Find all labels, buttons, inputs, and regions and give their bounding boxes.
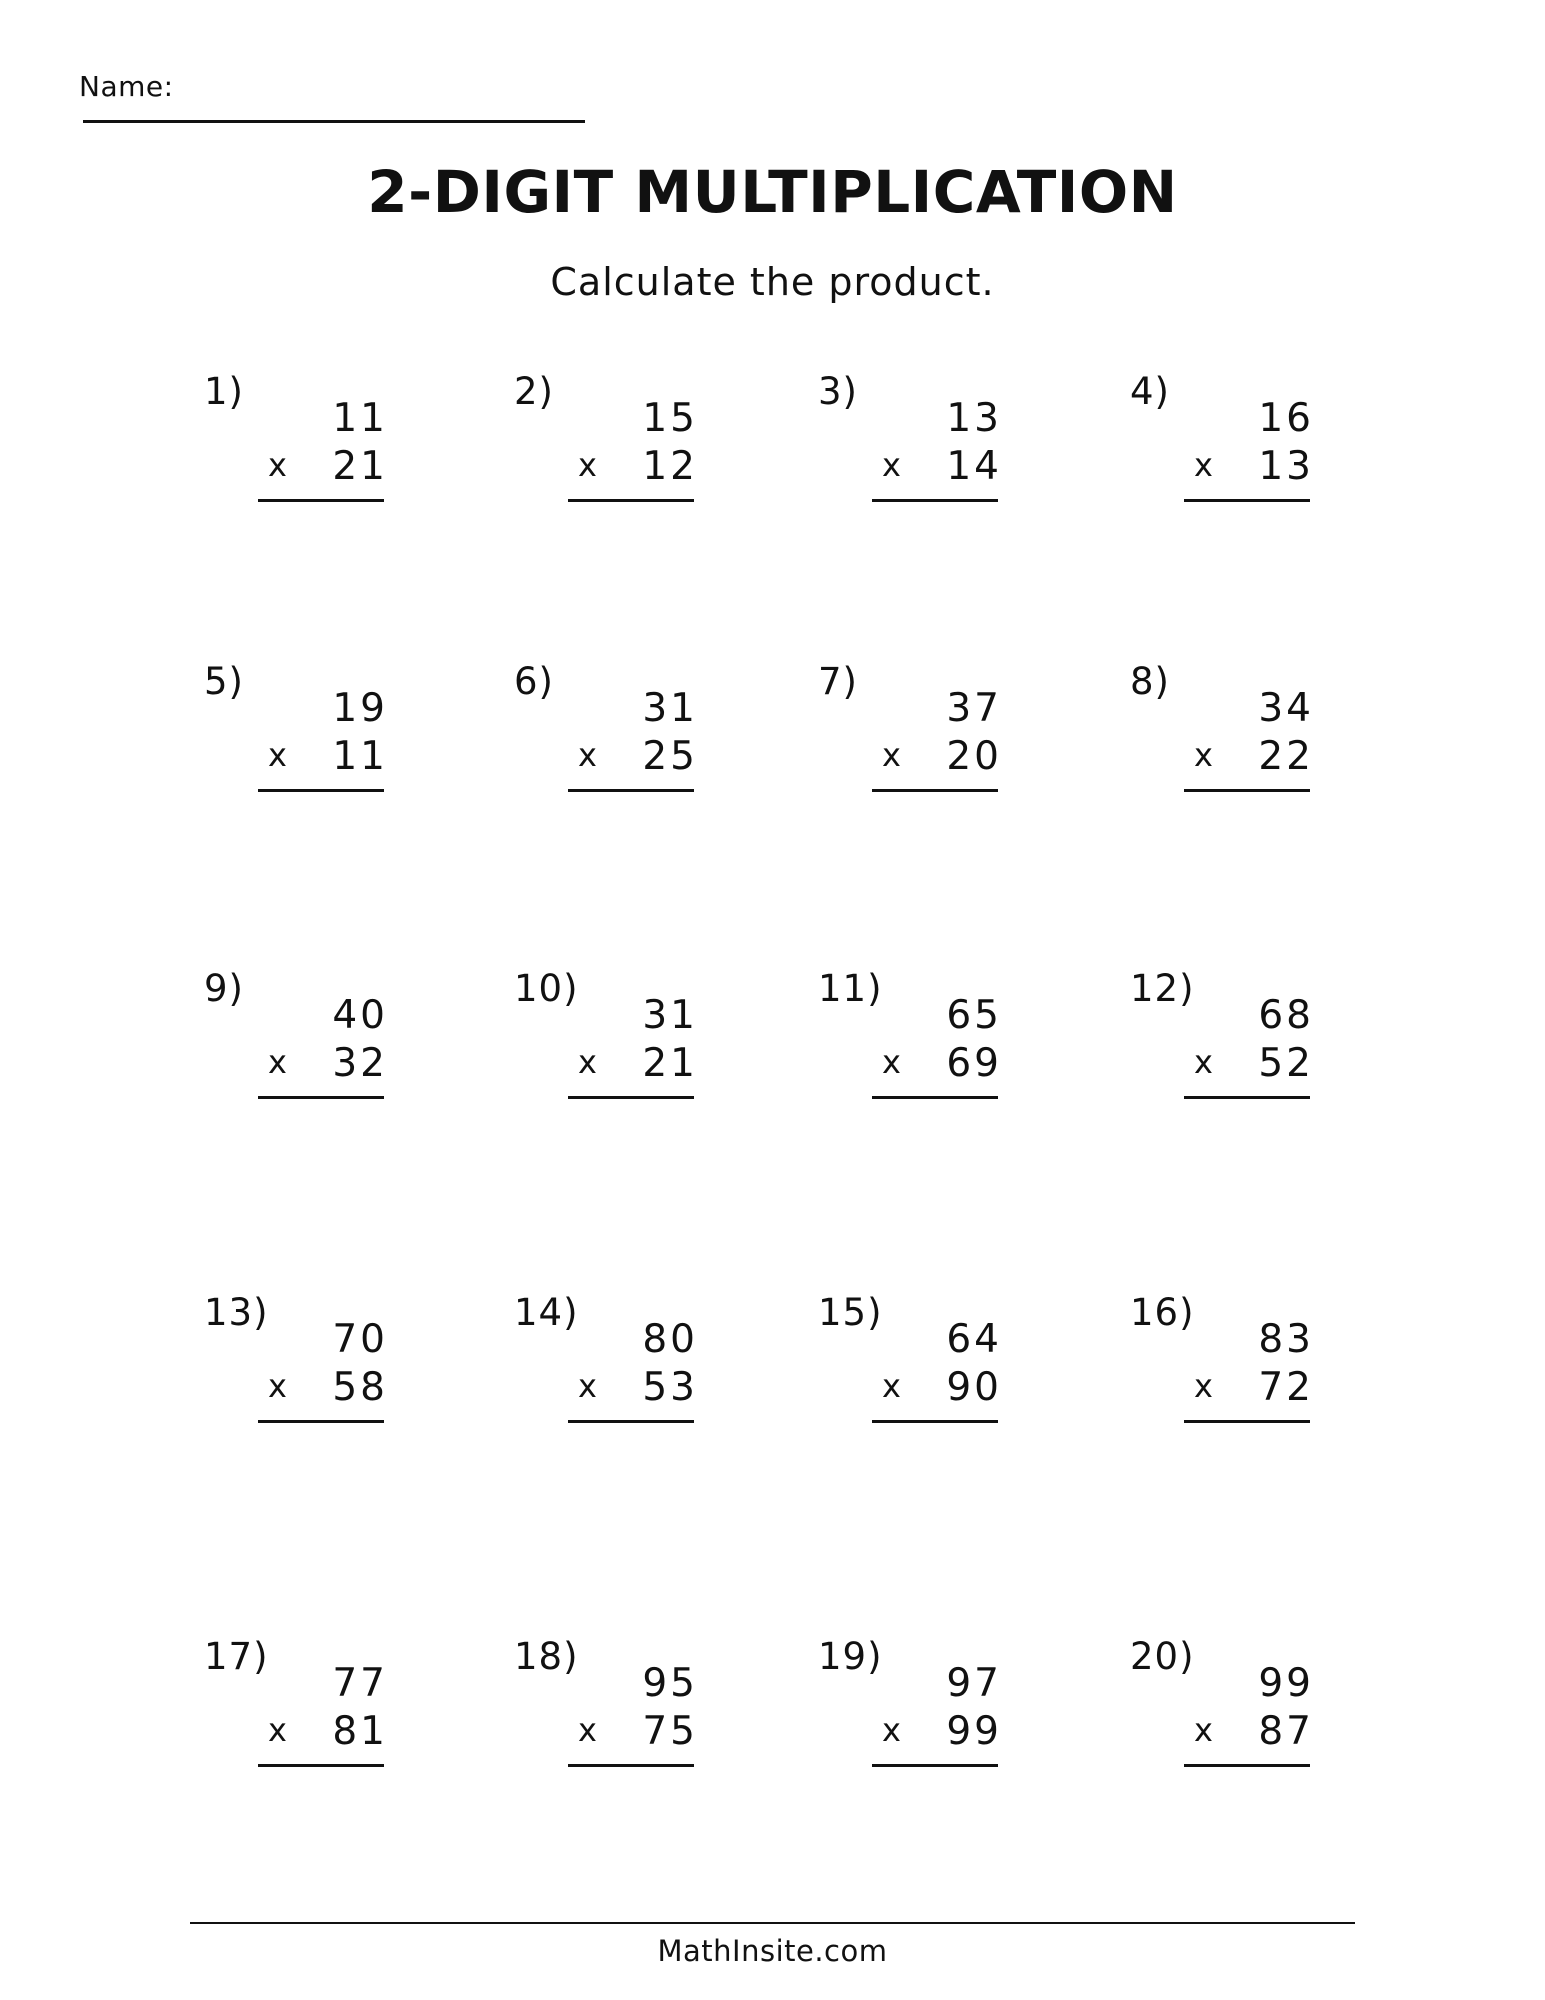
answer-line (258, 1096, 384, 1099)
problem-number: 13) (204, 1291, 269, 1334)
problem-3 (818, 370, 1018, 510)
problem-number: 9) (204, 967, 244, 1010)
multiply-sign: x (1194, 446, 1213, 484)
multiplicand: 15 (642, 396, 698, 441)
problem-5 (204, 660, 404, 800)
multiplier: 75 (642, 1709, 698, 1754)
multiply-sign: x (578, 1367, 597, 1405)
multiply-sign: x (578, 446, 597, 484)
multiply-sign: x (882, 446, 901, 484)
multiplicand: 99 (1258, 1661, 1314, 1706)
answer-line (1184, 1764, 1310, 1767)
problem-number: 1) (204, 370, 244, 413)
page-title: 2-DIGIT MULTIPLICATION (367, 158, 1178, 226)
problem-number: 8) (1130, 660, 1170, 703)
problem-4 (1130, 370, 1330, 510)
problem-13 (204, 1291, 404, 1431)
problem-number: 15) (818, 1291, 883, 1334)
problem-14 (514, 1291, 714, 1431)
instructions: Calculate the product. (550, 260, 995, 304)
multiplier: 32 (332, 1041, 388, 1086)
problem-20 (1130, 1635, 1330, 1775)
problem-16 (1130, 1291, 1330, 1431)
problem-number: 2) (514, 370, 554, 413)
multiplier: 72 (1258, 1365, 1314, 1410)
multiplicand: 34 (1258, 686, 1314, 731)
problem-17 (204, 1635, 404, 1775)
problem-12 (1130, 967, 1330, 1107)
multiplicand: 19 (332, 686, 388, 731)
multiplicand: 37 (946, 686, 1002, 731)
problem-10 (514, 967, 714, 1107)
multiplier: 58 (332, 1365, 388, 1410)
multiply-sign: x (882, 1711, 901, 1749)
multiplicand: 97 (946, 1661, 1002, 1706)
multiply-sign: x (578, 1043, 597, 1081)
problem-9 (204, 967, 404, 1107)
answer-line (568, 789, 694, 792)
answer-line (872, 1420, 998, 1423)
multiplier: 90 (946, 1365, 1002, 1410)
answer-line (258, 1420, 384, 1423)
multiply-sign: x (1194, 1711, 1213, 1749)
multiplicand: 83 (1258, 1317, 1314, 1362)
problem-1 (204, 370, 404, 510)
multiplier: 81 (332, 1709, 388, 1754)
problem-number: 7) (818, 660, 858, 703)
answer-line (872, 499, 998, 502)
multiply-sign: x (1194, 736, 1213, 774)
problem-11 (818, 967, 1018, 1107)
multiply-sign: x (268, 1367, 287, 1405)
problem-7 (818, 660, 1018, 800)
problem-number: 6) (514, 660, 554, 703)
answer-line (258, 499, 384, 502)
multiply-sign: x (268, 1711, 287, 1749)
multiplicand: 80 (642, 1317, 698, 1362)
multiplicand: 95 (642, 1661, 698, 1706)
answer-line (872, 1096, 998, 1099)
answer-line (568, 1764, 694, 1767)
problem-8 (1130, 660, 1330, 800)
problem-number: 5) (204, 660, 244, 703)
multiply-sign: x (1194, 1043, 1213, 1081)
problem-number: 12) (1130, 967, 1195, 1010)
problem-6 (514, 660, 714, 800)
problem-number: 17) (204, 1635, 269, 1678)
answer-line (258, 789, 384, 792)
multiplier: 20 (946, 734, 1002, 779)
name-answer-line (83, 120, 585, 123)
multiplier: 13 (1258, 444, 1314, 489)
multiplicand: 13 (946, 396, 1002, 441)
multiplicand: 64 (946, 1317, 1002, 1362)
answer-line (872, 1764, 998, 1767)
problem-number: 14) (514, 1291, 579, 1334)
answer-line (1184, 789, 1310, 792)
multiplier: 52 (1258, 1041, 1314, 1086)
multiplier: 25 (642, 734, 698, 779)
problem-number: 11) (818, 967, 883, 1010)
multiplicand: 40 (332, 993, 388, 1038)
multiply-sign: x (578, 1711, 597, 1749)
multiply-sign: x (882, 736, 901, 774)
answer-line (568, 1420, 694, 1423)
multiplier: 14 (946, 444, 1002, 489)
multiply-sign: x (578, 736, 597, 774)
multiply-sign: x (268, 736, 287, 774)
multiplier: 22 (1258, 734, 1314, 779)
problem-18 (514, 1635, 714, 1775)
answer-line (1184, 1420, 1310, 1423)
answer-line (1184, 1096, 1310, 1099)
multiply-sign: x (268, 1043, 287, 1081)
problem-number: 10) (514, 967, 579, 1010)
multiplicand: 16 (1258, 396, 1314, 441)
footer-site: MathInsite.com (657, 1934, 888, 1968)
problem-number: 16) (1130, 1291, 1195, 1334)
problem-number: 20) (1130, 1635, 1195, 1678)
multiplicand: 65 (946, 993, 1002, 1038)
multiplicand: 31 (642, 686, 698, 731)
multiplicand: 68 (1258, 993, 1314, 1038)
multiplier: 87 (1258, 1709, 1314, 1754)
multiply-sign: x (268, 446, 287, 484)
multiplicand: 77 (332, 1661, 388, 1706)
answer-line (568, 499, 694, 502)
problem-number: 3) (818, 370, 858, 413)
name-label: Name: (79, 70, 174, 103)
footer-divider (190, 1922, 1355, 1924)
problem-15 (818, 1291, 1018, 1431)
multiplier: 21 (642, 1041, 698, 1086)
multiplier: 21 (332, 444, 388, 489)
multiply-sign: x (882, 1043, 901, 1081)
multiply-sign: x (1194, 1367, 1213, 1405)
problem-number: 4) (1130, 370, 1170, 413)
multiplicand: 11 (332, 396, 388, 441)
multiplier: 12 (642, 444, 698, 489)
answer-line (1184, 499, 1310, 502)
multiplicand: 31 (642, 993, 698, 1038)
answer-line (258, 1764, 384, 1767)
multiply-sign: x (882, 1367, 901, 1405)
answer-line (568, 1096, 694, 1099)
problem-number: 19) (818, 1635, 883, 1678)
multiplier: 99 (946, 1709, 1002, 1754)
multiplier: 11 (332, 734, 388, 779)
multiplicand: 70 (332, 1317, 388, 1362)
multiplier: 53 (642, 1365, 698, 1410)
problem-2 (514, 370, 714, 510)
multiplier: 69 (946, 1041, 1002, 1086)
problem-number: 18) (514, 1635, 579, 1678)
problem-19 (818, 1635, 1018, 1775)
answer-line (872, 789, 998, 792)
